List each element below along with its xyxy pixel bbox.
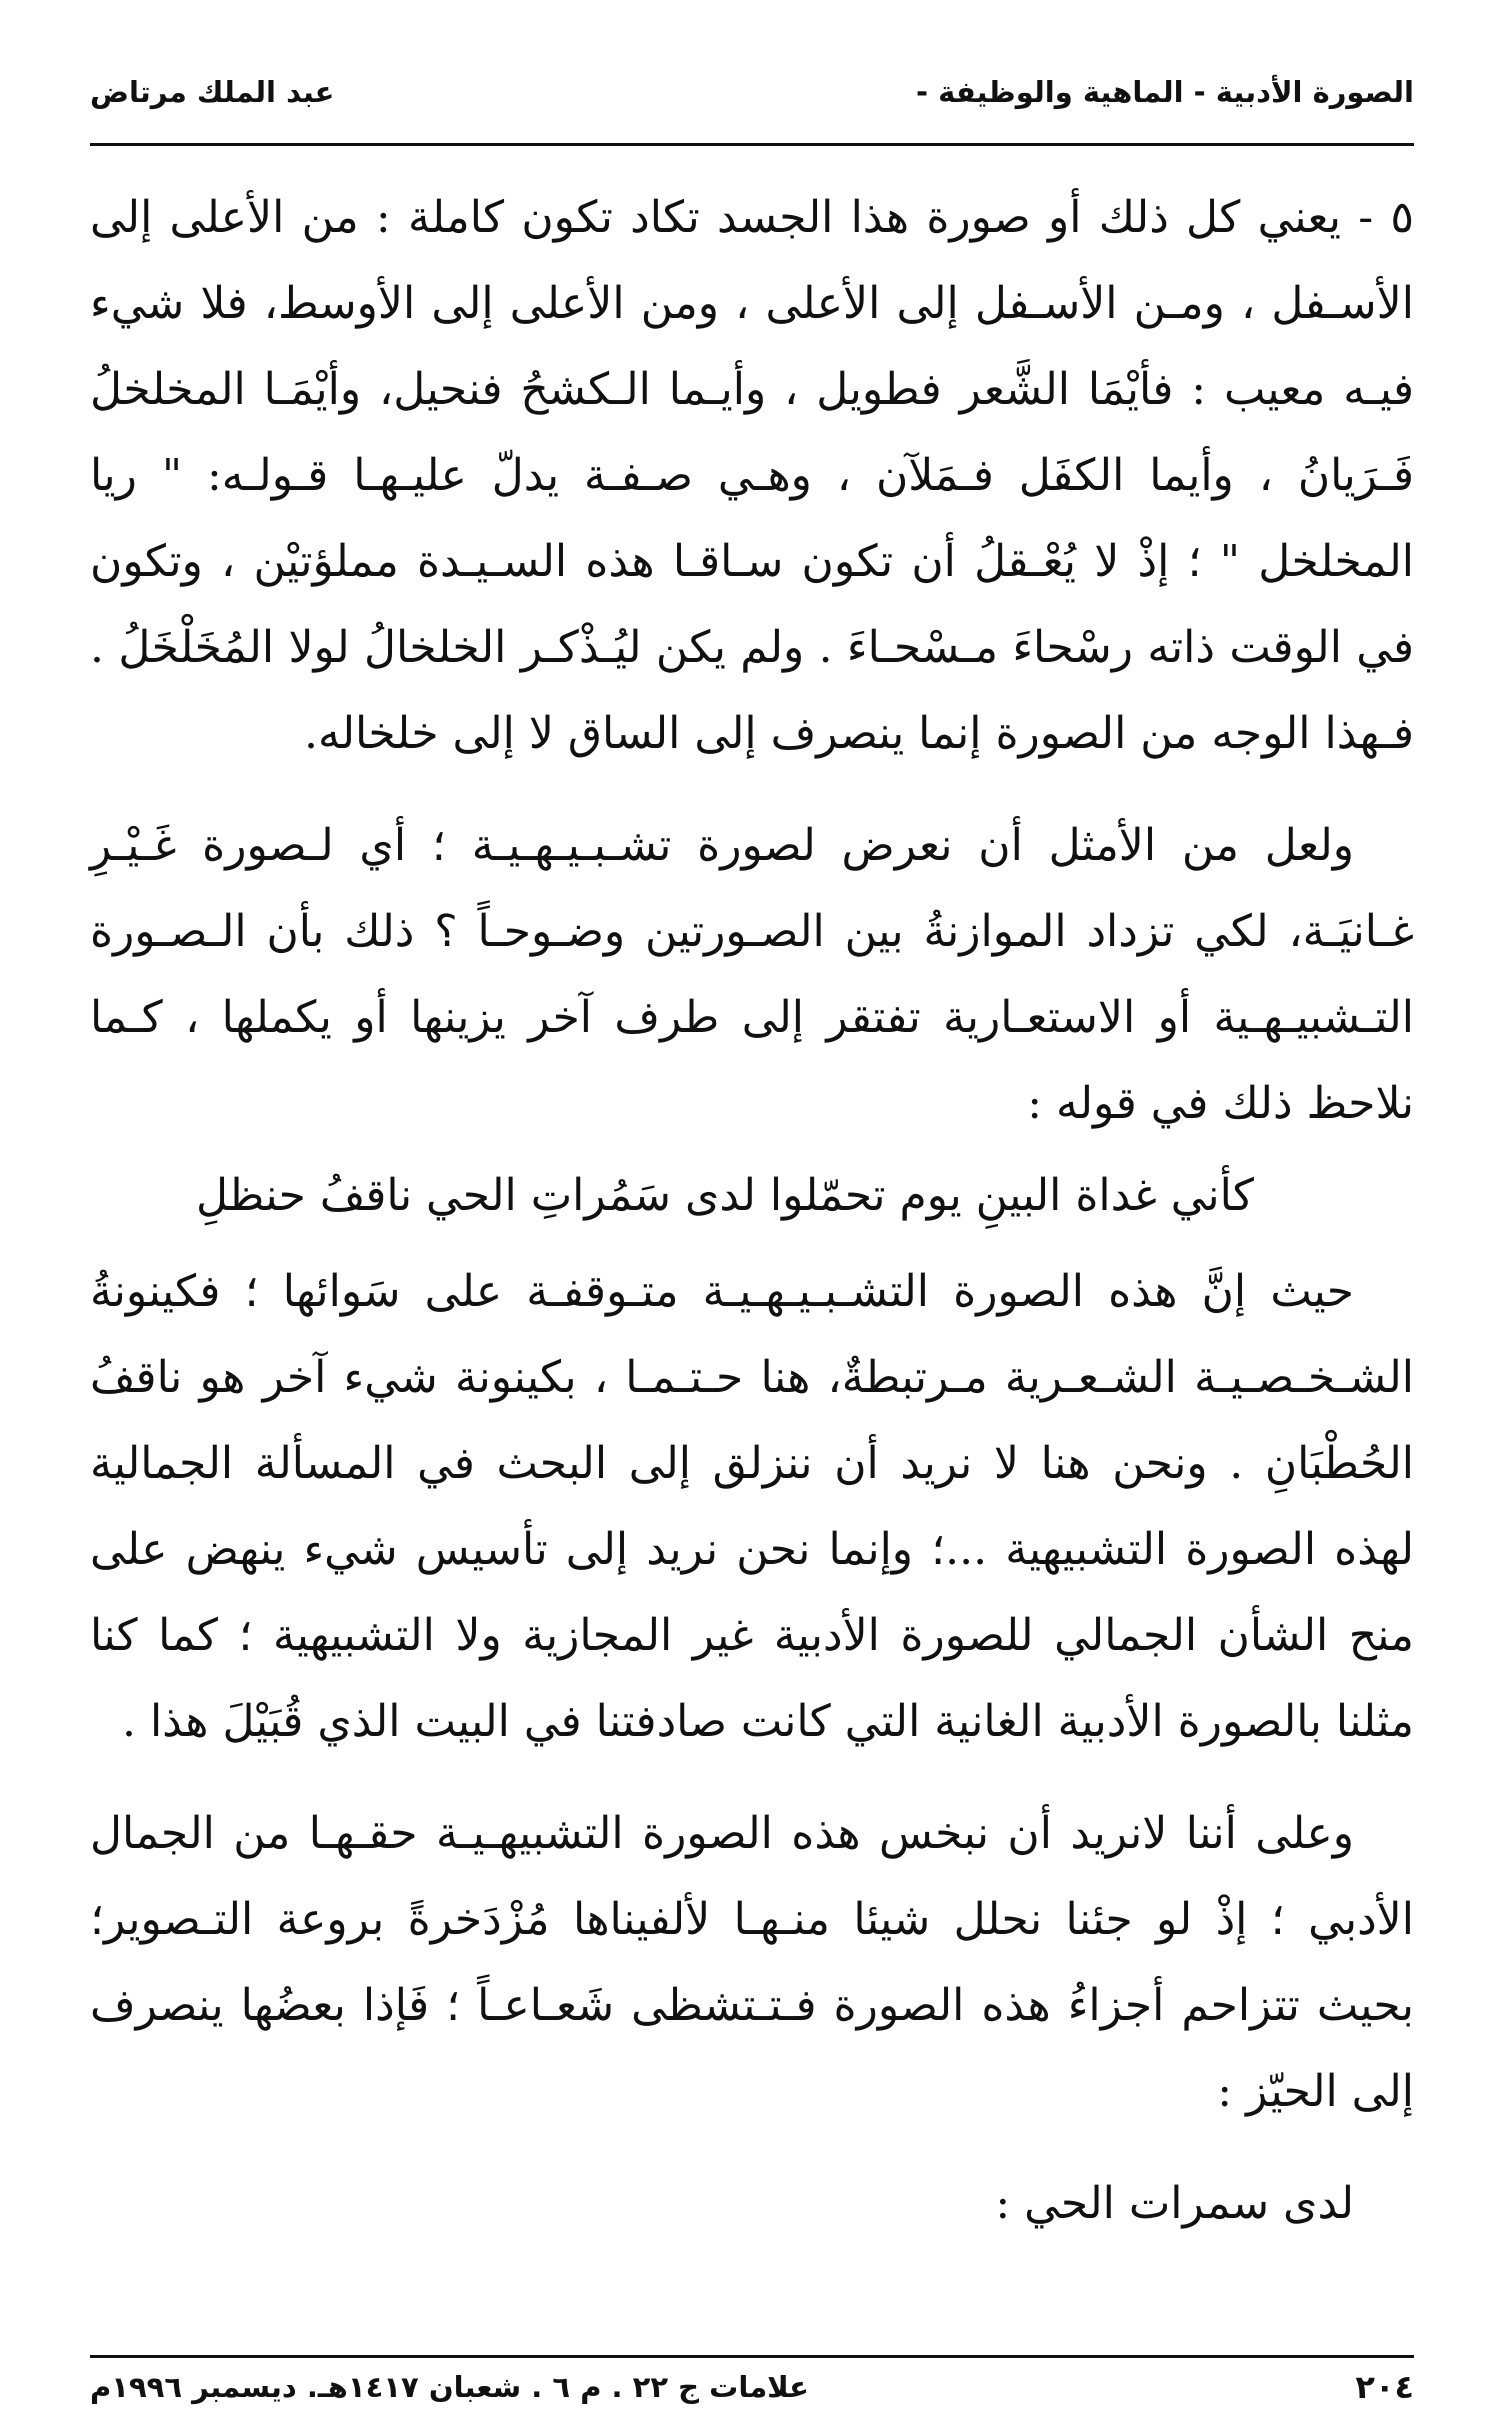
page-footer xyxy=(90,2362,1414,2412)
document-page xyxy=(90,0,1414,2432)
poem-verse: كأني غداة البينِ يوم تحمّلوا لدى سَمُراتِ الحي ناقفُ حنظلِ xyxy=(195,1170,1254,1221)
paragraph: ولعل من الأمثل أن نعرض لصورة تشـبـيـهـيـة ؛ أي لـصورة غَـيْـرِ غـانيَـة، لكي تزداد الموازنةُ بين الصـورتين وضـوحـاً ؟ ذلك بأن الـصـورة التـشبيـهـية أو الاستعـارية تفتقر إلى طرف آخر يزينها أو يكملها ، كـما نلاحظ ذلك في قوله : xyxy=(90,820,1414,1129)
paragraph: وعلى أننا لانريد أن نبخس هذه الصورة التشبيهـيـة حقـهـا من الجمال الأدبي ؛ إذْ لو جئنا نحلل شيئا منـهـا لألفيناها مُزْدَخرةً بروعة التـصوير؛ بحيث تتزاحم أجزاءُ هذه الصورة فـتـتشظى شَعـاعـاً ؛ فَإذا بعضُها ينصرف إلى الحيّز : xyxy=(90,1808,1414,2117)
paragraph: حيث إنَّ هذه الصورة التشـبـيـهـيـة متـوقفـة على سَوائها ؛ فكينونةُ الشـخـصـيـة الشـعـرية مـرتبطةٌ، هنا حـتـمـا ، بكينونة شيء آخر هو ناقفُ الحُطْبَانِ . ونحن هنا لا نريد أن ننزلق إلى البحث في المسألة الجمالية لهذه الصورة التشبيهية ...؛ وإنما نحن نريد إلى تأسيس شيء ينهض على منح الشأن الجمالي للصورة الأدبية غير المجازية ولا التشبيهية ؛ كما كنا مثلنا بالصورة الأدبية الغانية التي كانت صادفتنا في البيت الذي قُبَيْلَ هذا . xyxy=(90,1266,1414,1747)
quoted-phrase: لدى سمرات الحي : xyxy=(995,2178,1354,2229)
author-name: عبد الملك مرتاض xyxy=(90,75,335,109)
page-number: ٢٠٤ xyxy=(1355,2368,1414,2406)
page-header xyxy=(90,62,1414,122)
header-rule xyxy=(90,143,1414,146)
article-body xyxy=(90,175,1414,2247)
paragraph: ٥ - يعني كل ذلك أو صورة هذا الجسد تكاد تكون كاملة : من الأعلى إلى الأسـفل ، ومـن الأسـفل إلى الأعلى ، ومن الأعلى إلى الأوسط، فلا شيء فيـه معيب : فأيْمَا الشَّعر فطويل ، وأيـما الـكشحُ فنحيل، وأيْمَـا المخلخلُ فَـرَيانُ ، وأيما الكفَل فـمَلآن ، وهـي صـفـة يدلّ عليـهـا قـولـه: " ريا المخلخل " ؛ إذْ لا يُعْـقلُ أن تكون سـاقـا هذه السـيـدة مملؤتيْن ، وتكون في الوقت ذاته رسْحاءَ مـسْحـاءَ . ولم يكن ليُـذْكـر الخلخالُ لولا المُخَلْخَلُ . فـهذا الوجه من الصورة إنما ينصرف إلى الساق لا إلى خلخاله. xyxy=(90,192,1414,759)
footer-rule xyxy=(90,2355,1414,2358)
journal-citation: علامات ج ٢٢ . م ٦ . شعبان ١٤١٧هـ. ديسمبر ١٩٩٦م xyxy=(90,2370,809,2404)
running-title: الصورة الأدبية - الماهية والوظيفة - xyxy=(915,75,1414,109)
